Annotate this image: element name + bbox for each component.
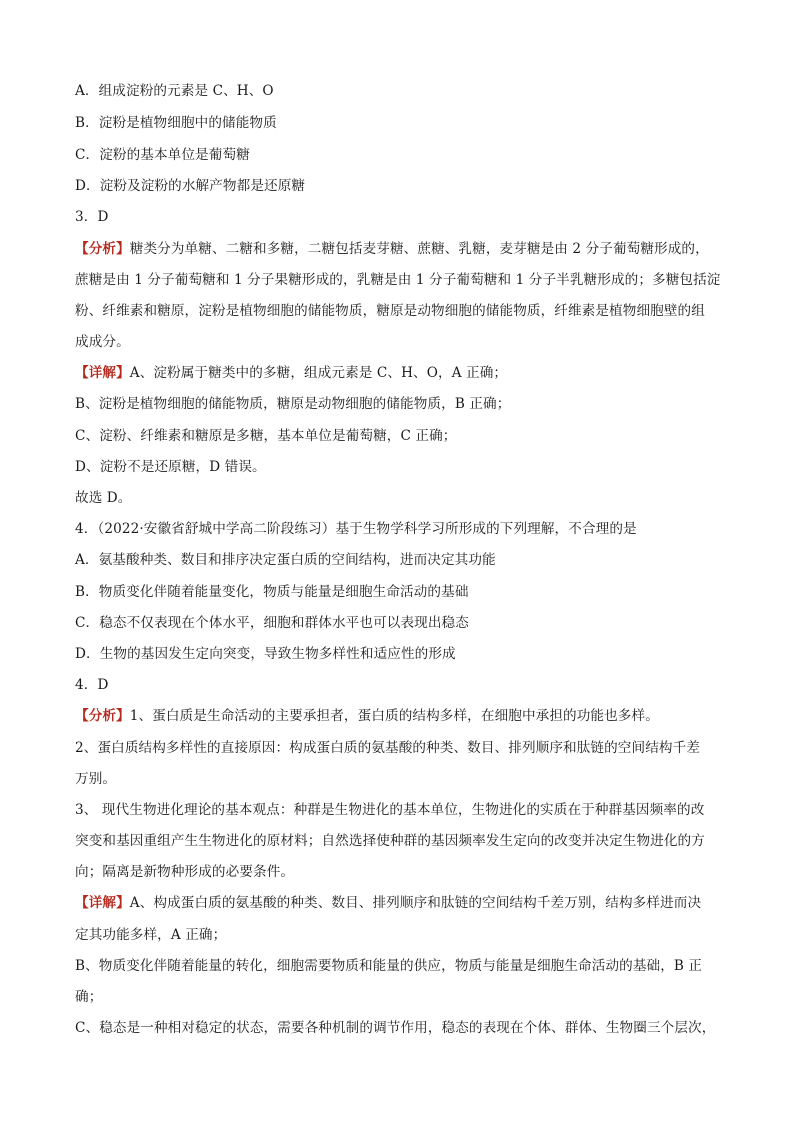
line-text: D．淀粉及淀粉的水解产物都是还原糖: [75, 178, 306, 194]
line-text: D．生物的基因发生定向突变，导致生物多样性和适应性的形成: [75, 646, 456, 662]
answer-line: [75, 207, 725, 227]
line-text: B．淀粉是植物细胞中的储能物质: [75, 115, 277, 131]
text-line: [75, 769, 725, 789]
text-line: [75, 893, 725, 913]
line-text: 定其功能多样，A 正确；: [75, 927, 227, 943]
analysis-tag: 【分析】: [75, 708, 130, 724]
line-text: C、淀粉、纤维素和糖原是多糖，基本单位是葡萄糖，C 正确；: [75, 428, 457, 444]
line-text: A、淀粉属于糖类中的多糖，组成元素是 C、H、O，A 正确；: [129, 365, 508, 381]
line-text: 故选 D。: [75, 490, 132, 506]
text-line: [75, 363, 725, 383]
line-text: C．淀粉的基本单位是葡萄糖: [75, 147, 250, 163]
line-text: 1、蛋白质是生命活动的主要承担者，蛋白质的结构多样，在细胞中承担的功能也多样。: [129, 708, 659, 724]
text-line: [75, 644, 725, 664]
line-text: 成成分。: [75, 334, 130, 350]
text-line: [75, 831, 725, 851]
line-text: A、构成蛋白质的氨基酸的种类、数目、排列顺序和肽链的空间结构千差万别，结构多样进而决: [129, 895, 702, 911]
text-line: [75, 925, 725, 945]
answer-line: [75, 675, 725, 695]
text-line: [75, 987, 725, 1007]
text-line: [75, 426, 725, 446]
text-line: [75, 956, 725, 976]
text-line: [75, 862, 725, 882]
text-line: [75, 176, 725, 196]
line-text: B、物质变化伴随着能量的转化，细胞需要物质和能量的供应，物质与能量是细胞生命活动的基础，B 正: [75, 958, 703, 974]
text-line: [75, 113, 725, 133]
detail-tag: 【详解】: [75, 365, 130, 381]
line-text: C、稳态是一种相对稳定的状态，需要各种机制的调节作用，稳态的表现在个体、群体、生物圈三个层次，: [75, 1020, 716, 1036]
question-line: [75, 519, 725, 539]
line-text: A．组成淀粉的元素是 C、H、O: [75, 83, 274, 99]
line-text: B、淀粉是植物细胞的储能物质，糖原是动物细胞的储能物质，B 正确；: [75, 396, 511, 412]
text-line: [75, 488, 725, 508]
line-text: 3、 现代生物进化理论的基本观点：种群是生物进化的基本单位，生物进化的实质在于种群基因频率的改: [75, 802, 705, 818]
line-text: 4．（2022·安徽省舒城中学高二阶段练习）基于生物学科学习所形成的下列理解，不合理的是: [75, 521, 637, 537]
text-line: [75, 550, 725, 570]
line-text: C．稳态不仅表现在个体水平，细胞和群体水平也可以表现出稳态: [75, 615, 469, 631]
line-text: D、淀粉不是还原糖，D 错误。: [75, 459, 266, 475]
text-line: [75, 738, 725, 758]
line-text: 确；: [75, 989, 103, 1005]
text-line: [75, 706, 725, 726]
text-line: [75, 239, 725, 259]
text-line: [75, 81, 725, 101]
line-text: 2、蛋白质结构多样性的直接原因：构成蛋白质的氨基酸的种类、数目、排列顺序和肽链的空间结构千差: [75, 740, 700, 756]
text-line: [75, 145, 725, 165]
line-text: 3．D: [75, 209, 109, 225]
text-line: [75, 301, 725, 321]
text-line: [75, 394, 725, 414]
line-text: 蔗糖是由 1 分子葡萄糖和 1 分子果糖形成的，乳糖是由 1 分子葡萄糖和 1 分子半乳糖形成的；多糖包括淀: [75, 272, 721, 288]
line-text: A．氨基酸种类、数目和排序决定蛋白质的空间结构，进而决定其功能: [75, 552, 496, 568]
text-line: [75, 1018, 725, 1038]
text-line: [75, 270, 725, 290]
line-text: 糖类分为单糖、二糖和多糖，二糖包括麦芽糖、蔗糖、乳糖，麦芽糖是由 2 分子葡萄糖形成的，: [129, 241, 709, 257]
line-text: B．物质变化伴随着能量变化，物质与能量是细胞生命活动的基础: [75, 584, 469, 600]
line-text: 突变和基因重组产生生物进化的原材料；自然选择使种群的基因频率发生定向的改变并决定生物进化的方: [75, 833, 705, 849]
line-text: 粉、纤维素和糖原，淀粉是植物细胞的储能物质，糖原是动物细胞的储能物质，纤维素是植物细胞壁的组: [75, 303, 705, 319]
analysis-tag: 【分析】: [75, 241, 130, 257]
text-line: [75, 457, 725, 477]
line-text: 向；隔离是新物种形成的必要条件。: [75, 864, 295, 880]
text-line: [75, 582, 725, 602]
line-text: 4．D: [75, 677, 109, 693]
line-text: 万别。: [75, 771, 117, 787]
text-line: [75, 332, 725, 352]
detail-tag: 【详解】: [75, 895, 130, 911]
text-line: [75, 800, 725, 820]
text-line: [75, 613, 725, 633]
